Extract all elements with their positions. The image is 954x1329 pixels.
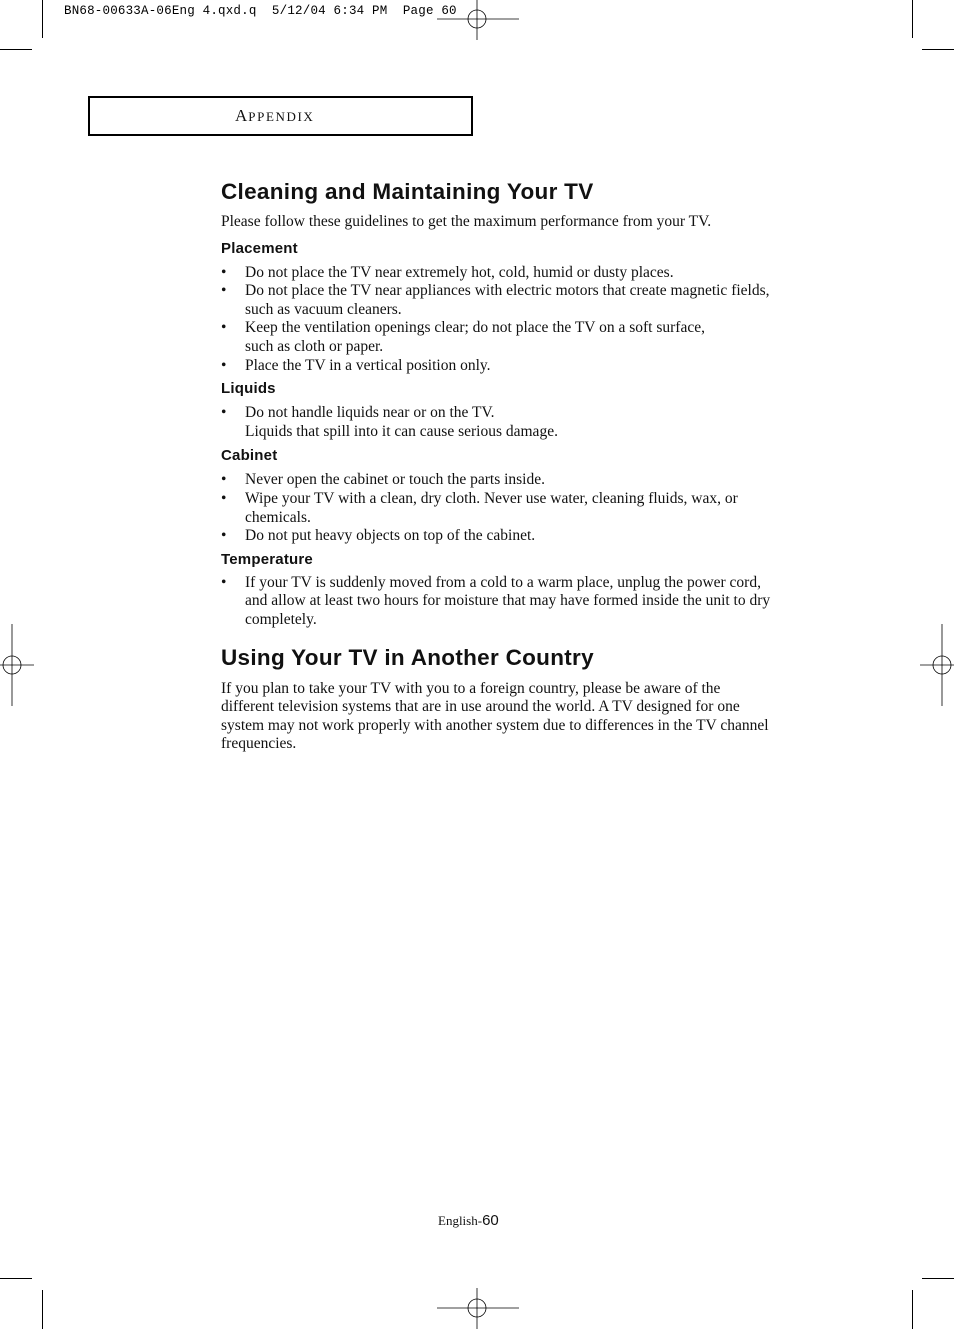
- bullet-icon: •: [221, 263, 227, 281]
- country-paragraph: If you plan to take your TV with you to a foreign country, please be aware of the different television systems that are in use around the world. A TV designed for one system may not work properly with another system due to differences in the TV channel frequencies.: [221, 679, 769, 753]
- printer-slug: BN68-00633A-06Eng 4.qxd.q 5/12/04 6:34 PM Page 60: [64, 4, 457, 18]
- crop-mark-top-left-h: [0, 49, 32, 50]
- bullet-icon: •: [221, 282, 227, 300]
- bullet-icon: •: [221, 319, 227, 337]
- bullet-icon: •: [221, 356, 227, 374]
- bullet-icon: •: [221, 489, 227, 507]
- bullet-icon: •: [221, 573, 227, 591]
- placement-list: [221, 264, 833, 376]
- section-label: [235, 106, 314, 126]
- temperature-list: [221, 574, 833, 630]
- list-item: • Do not place the TV near appliances with electric motors that create magnetic fields, such as vacuum cleaners.: [221, 282, 770, 318]
- bullet-icon: •: [221, 471, 227, 489]
- liquids-heading: Liquids: [221, 380, 276, 398]
- list-item: • Place the TV in a vertical position only.: [221, 356, 491, 374]
- crop-mark-bottom-right-h: [922, 1278, 954, 1279]
- list-item: • Do not handle liquids near or on the TV. Liquids that spill into it can cause serious damage.: [221, 404, 558, 440]
- registration-mark-top-icon: [437, 0, 519, 40]
- temperature-heading: Temperature: [221, 550, 313, 568]
- list-item: • Wipe your TV with a clean, dry cloth. Never use water, cleaning fluids, wax, or chemicals.: [221, 489, 738, 526]
- cleaning-intro: Please follow these guidelines to get the maximum performance from your TV.: [221, 213, 712, 230]
- bullet-icon: •: [221, 404, 227, 422]
- registration-mark-left-icon: [0, 624, 34, 706]
- section-label-rest: PPENDIX: [248, 109, 315, 124]
- crop-mark-bottom-left-v: [42, 1290, 43, 1329]
- section-label-initial: A: [235, 106, 249, 125]
- list-item: • Do not place the TV near extremely hot, cold, humid or dusty places.: [221, 263, 674, 281]
- list-item: • Do not put heavy objects on top of the cabinet.: [221, 527, 536, 545]
- placement-heading: Placement: [221, 239, 298, 257]
- registration-mark-right-icon: [920, 624, 954, 706]
- registration-mark-bottom-icon: [437, 1288, 519, 1329]
- bullet-icon: •: [221, 527, 227, 545]
- list-item: • Keep the ventilation openings clear; do not place the TV on a soft surface, such as cloth or paper.: [221, 319, 705, 355]
- list-item: • If your TV is suddenly moved from a cold to a warm place, unplug the power cord, and allow at least two hours for moisture that may have formed inside the unit to dry completely.: [221, 573, 771, 628]
- cabinet-heading: Cabinet: [221, 447, 278, 465]
- list-item: • Never open the cabinet or touch the parts inside.: [221, 471, 545, 489]
- country-title: Using Your TV in Another Country: [221, 644, 594, 670]
- liquids-list: [221, 404, 833, 441]
- page-footer: [438, 1212, 499, 1229]
- crop-mark-top-right-h: [922, 49, 954, 50]
- crop-mark-bottom-left-h: [0, 1278, 32, 1279]
- crop-mark-top-left-v: [42, 0, 43, 38]
- footer-label: English-: [438, 1213, 483, 1228]
- cleaning-title: Cleaning and Maintaining Your TV: [221, 179, 594, 204]
- section-header-box: [88, 96, 473, 136]
- cabinet-list: [221, 471, 833, 545]
- crop-mark-bottom-right-v: [912, 1290, 913, 1329]
- page-number: 60: [482, 1212, 499, 1229]
- crop-mark-top-right-v: [912, 0, 913, 38]
- page-content: [221, 176, 833, 754]
